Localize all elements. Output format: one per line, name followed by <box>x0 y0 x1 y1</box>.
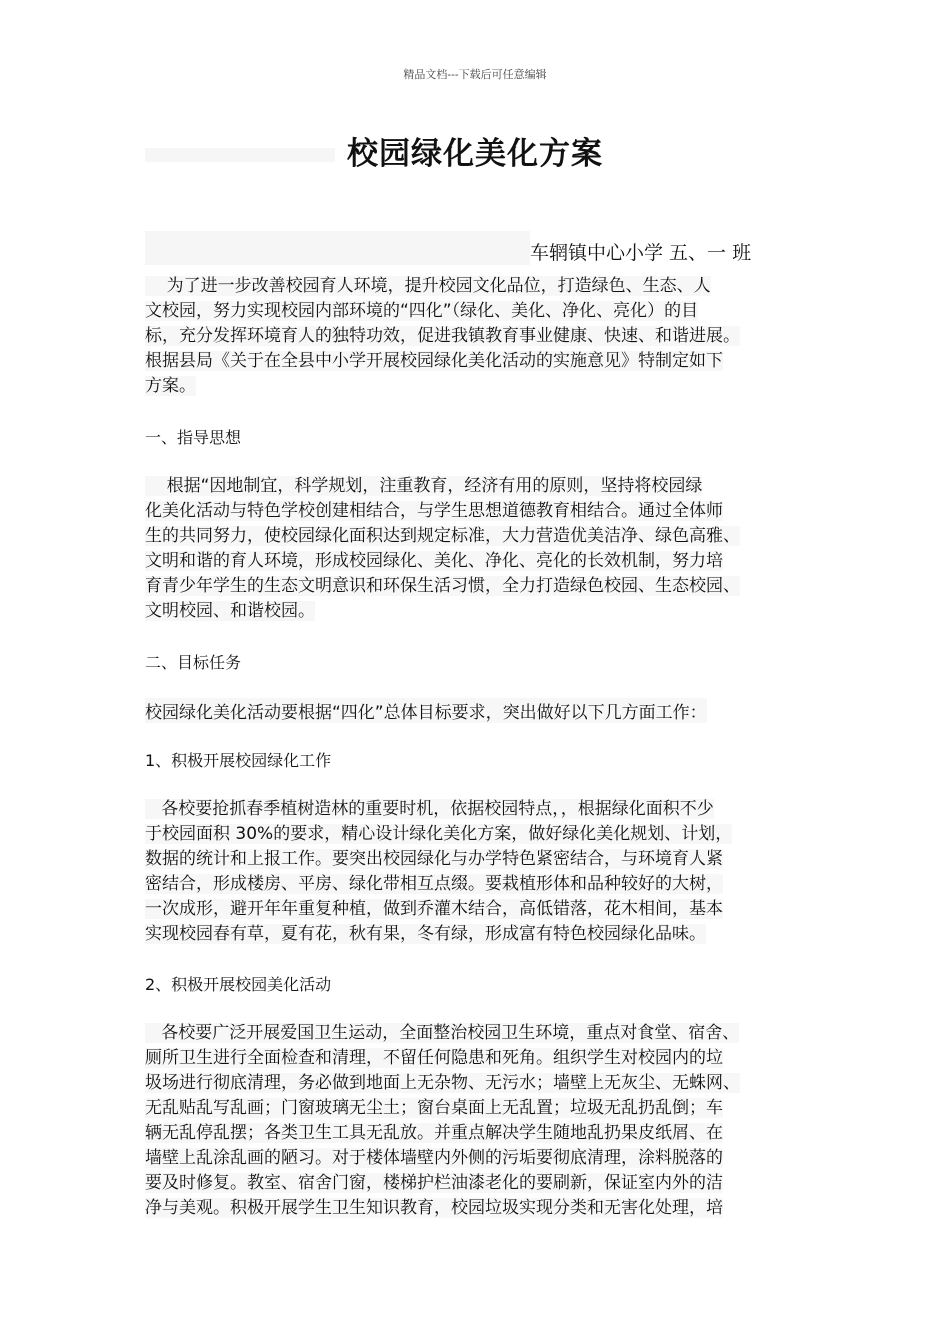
sub2-line: 净与美观。积极开展学生卫生知识教育，校园垃圾实现分类和无害化处理，培 <box>145 1198 723 1218</box>
section1-line: 根据“因地制宜，科学规划，注重教育，经济有用的原则，坚持将校园绿 <box>145 476 703 496</box>
sub2-line: 无乱贴乱写乱画；门窗玻璃无尘土；窗台桌面上无乱置；垃圾无乱扔乱倒；车 <box>145 1098 723 1118</box>
sub2-line: 圾场进行彻底清理，务必做到地面上无杂物、无污水；墙壁上无灰尘、无蛛网、 <box>145 1073 740 1093</box>
sub1-line: 实现校园春有草，夏有花，秋有果，冬有绿，形成富有特色校园绿化品味。 <box>145 924 706 944</box>
intro-line: 方案。 <box>145 376 196 396</box>
section1-line: 文明校园、和谐校园。 <box>145 601 315 621</box>
page-title: 校园绿化美化方案 <box>347 136 603 172</box>
section1-line: 化美化活动与特色学校创建相结合，与学生思想道德教育相结合。通过全体师 <box>145 501 723 521</box>
intro-paragraph <box>145 274 825 399</box>
sub2-line: 各校要广泛开展爱国卫生运动，全面整治校园卫生环境，重点对食堂、宿舍、 <box>145 1023 740 1043</box>
subsection-heading-beautify: 2、积极开展校园美化活动 <box>145 975 332 994</box>
intro-line: 标，充分发挥环境育人的独特功效，促进我镇教育事业健康、快速、和谐进展。 <box>145 326 740 346</box>
sub1-line: 密结合，形成楼房、平房、绿化带相互点缀。要栽植形体和品种较好的大树， <box>145 874 723 894</box>
sub1-paragraph <box>145 797 825 947</box>
section2-lead: 校园绿化美化活动要根据“四化”总体目标要求，突出做好以下几方面工作： <box>145 698 707 723</box>
sub2-line: 厕所卫生进行全面检查和清理，不留任何隐患和死角。组织学生对校园内的垃 <box>145 1048 723 1068</box>
sub1-line: 数据的统计和上报工作。要突出校园绿化与办学特色紧密结合，与环境育人紧 <box>145 849 723 869</box>
author-line: 车辋镇中心小学 五、一 班 <box>530 242 752 264</box>
sub1-line: 各校要抢抓春季植树造林的重要时机，依据校园特点，，根据绿化面积不少 <box>145 799 714 819</box>
sub2-paragraph <box>145 1021 825 1221</box>
intro-line: 根据县局《关于在全县中小学开展校园绿化美化活动的实施意见》特制定如下 <box>145 351 723 371</box>
page-header-note: 精品文档---下载后可任意编辑 <box>403 68 547 81</box>
section1-line: 育青少年学生的生态文明意识和环保生活习惯，全力打造绿色校园、生态校园、 <box>145 576 740 596</box>
sub2-line: 要及时修复。教室、宿舍门窗，楼梯护栏油漆老化的要刷新，保证室内外的洁 <box>145 1173 723 1193</box>
sub1-line: 一次成形，避开年年重复种植，做到乔灌木结合，高低错落，花木相间，基本 <box>145 899 723 919</box>
section-heading-guiding-idea: 一、指导思想 <box>145 428 242 447</box>
subsection-heading-greening: 1、积极开展校园绿化工作 <box>145 751 332 770</box>
sub1-line: 于校园面积 30%的要求，精心设计绿化美化方案，做好绿化美化规划、计划， <box>145 824 733 844</box>
intro-line: 文校园，努力实现校园内部环境的“四化”（绿化、美化、净化、亮化）的目 <box>145 301 699 321</box>
sub2-line: 辆无乱停乱摆；各类卫生工具无乱放。并重点解决学生随地乱扔果皮纸屑、在 <box>145 1123 723 1143</box>
section1-paragraph <box>145 474 825 624</box>
sub2-line: 墙壁上乱涂乱画的陋习。对于楼体墙壁内外侧的污垢要彻底清理，涂料脱落的 <box>145 1148 723 1168</box>
author-shade <box>145 231 530 265</box>
section1-line: 生的共同努力，使校园绿化面积达到规定标准，大力营造优美洁净、绿色高雅、 <box>145 526 740 546</box>
section1-line: 文明和谐的育人环境，形成校园绿化、美化、净化、亮化的长效机制，努力培 <box>145 551 723 571</box>
intro-line: 为了进一步改善校园育人环境，提升校园文化品位，打造绿色、生态、人 <box>145 276 711 296</box>
section-heading-goals: 二、目标任务 <box>145 653 242 672</box>
